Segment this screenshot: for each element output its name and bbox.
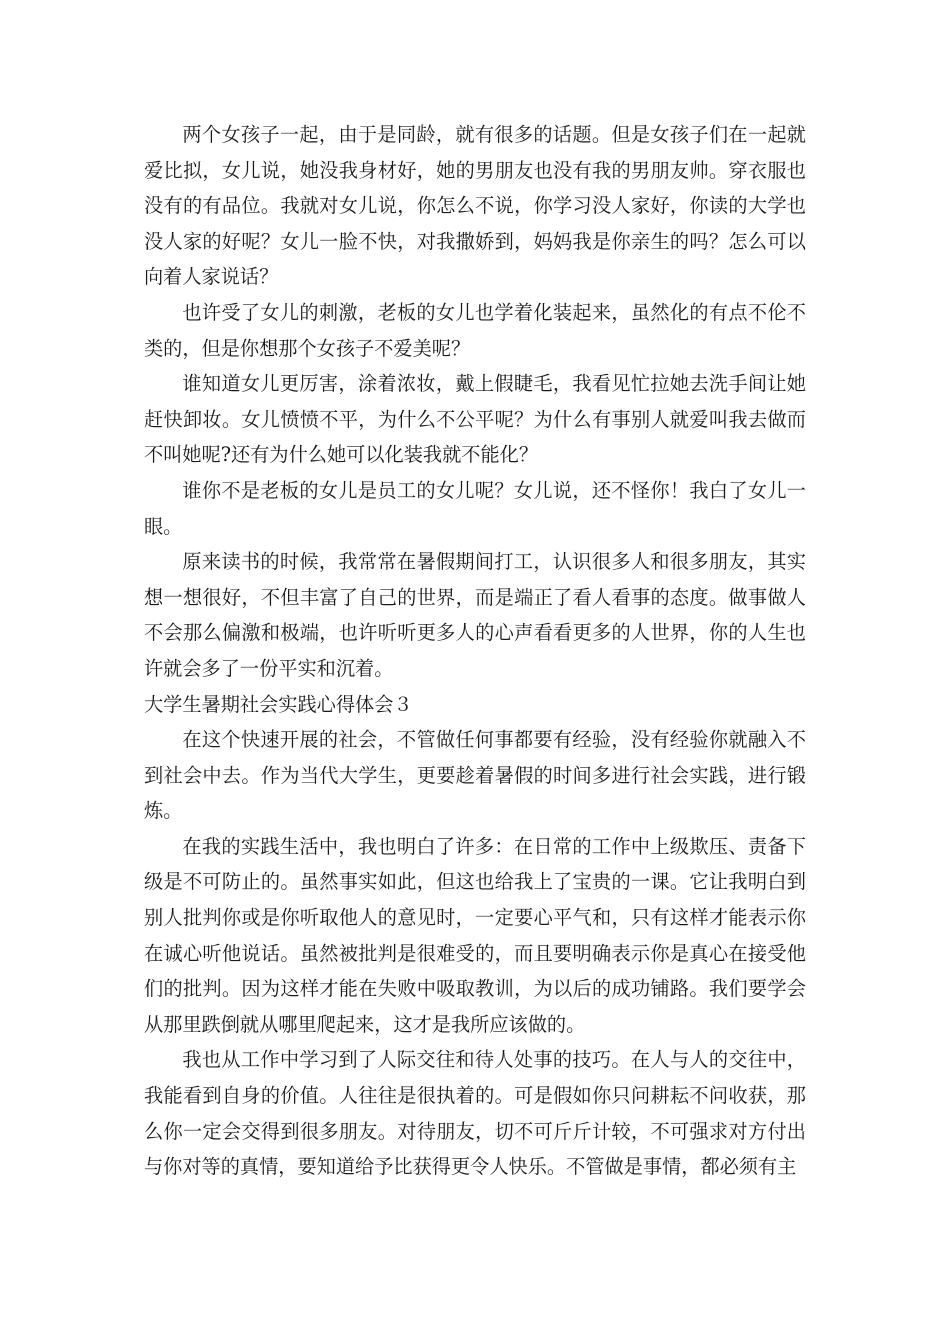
paragraph-2: 也许受了女儿的刺激，老板的女儿也学着化装起来，虽然化的有点不伦不类的，但是你想那个女孩子不爱美呢？ (144, 300, 806, 360)
paragraph-5: 原来读书的时候，我常常在暑假期间打工，认识很多人和很多朋友，其实想一想很好，不但丰富了自己的世界，而是端正了看人看事的态度。做事做人不会那么偏激和极端，也许听听更多人的心声看看更多的人世界，你的人生也许就会多了一份平实和沉着。 (144, 550, 806, 680)
paragraph-3: 谁知道女儿更厉害，涂着浓妆，戴上假睫毛，我看见忙拉她去洗手间让她赶快卸妆。女儿愤愤不平，为什么不公平呢？为什么有事别人就爱叫我去做而不叫她呢?还有为什么她可以化装我就不能化？ (144, 372, 806, 467)
paragraph-1: 两个女孩子一起，由于是同龄，就有很多的话题。但是女孩子们在一起就爱比拟，女儿说，她没我身材好，她的男朋友也没有我的男朋友帅。穿衣服也没有的有品位。我就对女儿说，你怎么不说，你学习没人家好，你读的大学也没人家的好呢？女儿一脸不快，对我撒娇到，妈妈我是你亲生的吗？怎么可以向着人家说话？ (144, 123, 806, 289)
paragraph-6: 在这个快速开展的社会，不管做任何事都要有经验，没有经验你就融入不到社会中去。作为当代大学生，更要趁着暑假的时间多进行社会实践，进行锻炼。 (144, 728, 806, 823)
paragraph-4: 谁你不是老板的女儿是员工的女儿呢？女儿说，还不怪你！我白了女儿一眼。 (144, 478, 806, 538)
paragraph-8: 我也从工作中学习到了人际交往和待人处事的技巧。在人与人的交往中，我能看到自身的价值。人往往是很执着的。可是假如你只问耕耘不问收获，那么你一定会交得到很多朋友。对待朋友，切不可斤斤计较，不可强求对方付出与你对等的真情，要知道给予比获得更令人快乐。不管做是事情，都必须有主 (144, 1048, 806, 1179)
section-heading: 大学生暑期社会实践心得体会３ (144, 692, 413, 716)
document-page (144, 117, 806, 1185)
paragraph-7: 在我的实践生活中，我也明白了许多：在日常的工作中上级欺压、责备下级是不可防止的。虽然事实如此，但这也给我上了宝贵的一课。它让我明白到别人批判你或是你听取他人的意见时，一定要心平气和，只有这样才能表示你在诚心听他说话。虽然被批判是很难受的，而且要明确表示你是真心在接受他们的批判。因为这样才能在失败中吸取教训，为以后的成功铺路。我们要学会从那里跌倒就从哪里爬起来，这才是我所应该做的。 (144, 834, 806, 1036)
